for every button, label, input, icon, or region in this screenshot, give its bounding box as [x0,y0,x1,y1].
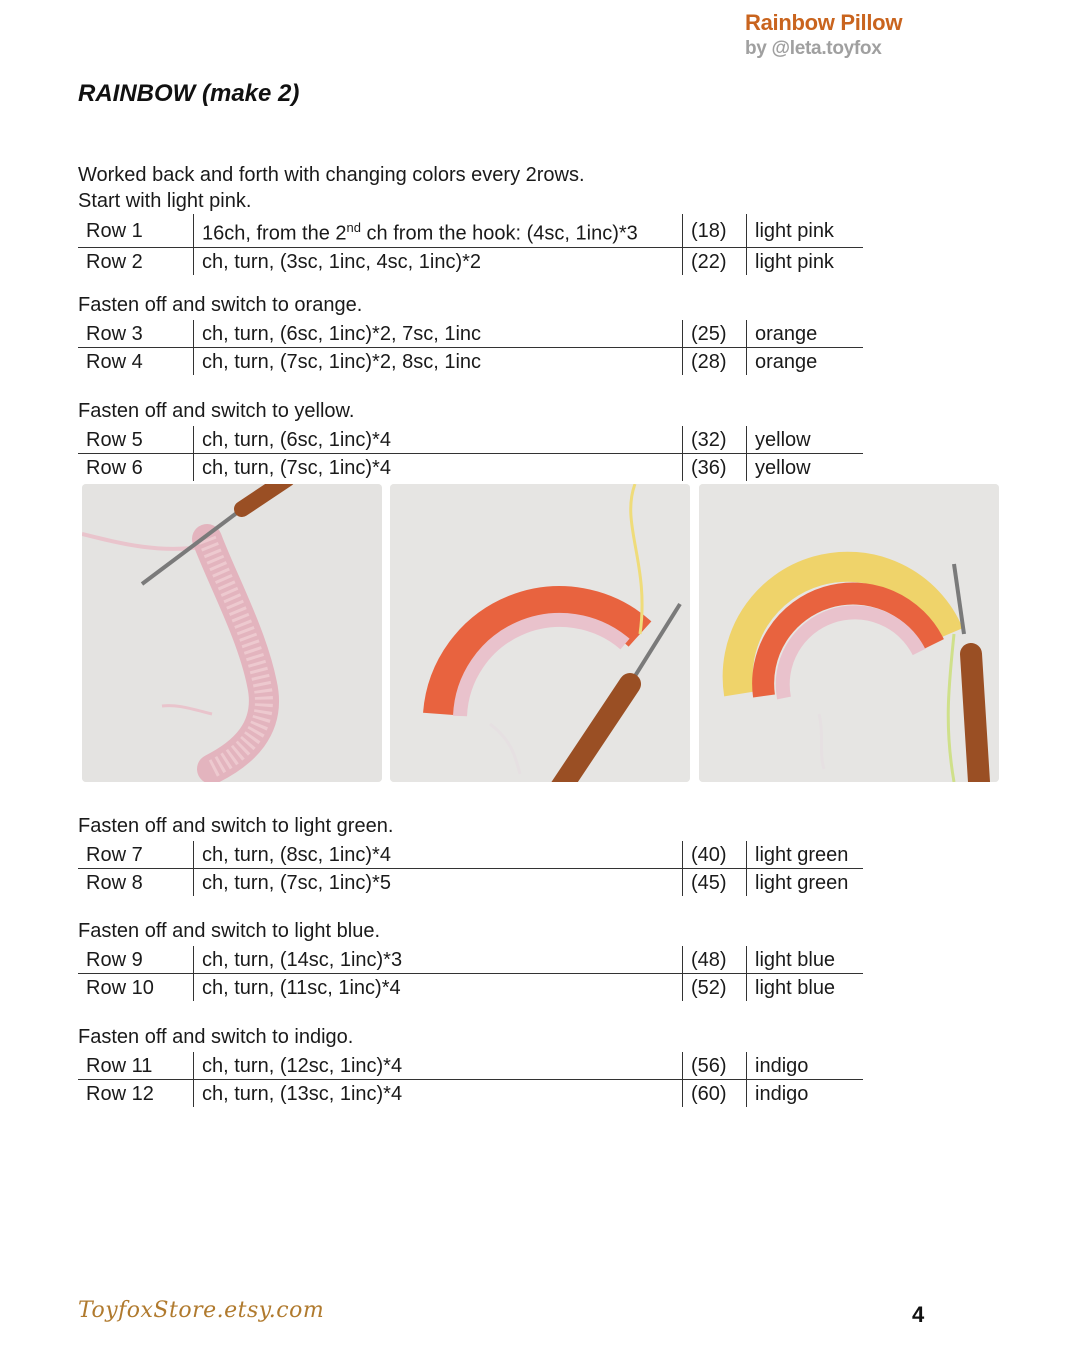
stitch-count: (40) [683,841,747,869]
page-number: 4 [912,1302,925,1327]
table-row [78,946,863,974]
yarn-color: light blue [755,977,836,999]
yarn-color: light pink [755,250,834,273]
row-label: Row 4 [78,348,194,376]
orange-crochet-image [390,484,690,782]
intro-line-2: Start with light pink. [78,190,252,212]
brand-header [745,10,902,60]
stitch-count: (18) [683,214,747,247]
shop-logo: ToyfoxStore.etsy.com [78,1298,325,1323]
rows-table-light-blue [78,946,863,1001]
stitch-count: (60) [683,1080,747,1108]
row-instructions-part: ch from the hook: (4sc, 1inc)*3 [361,222,638,245]
table-row [78,1052,863,1080]
stitch-count: (52) [683,974,747,1002]
rows-table-orange [78,320,863,375]
superscript: nd [346,220,361,235]
stitch-count: (28) [683,348,747,376]
photo-light-pink-rows [82,484,382,782]
stitch-count: (45) [683,869,747,897]
table-row [78,348,863,376]
yarn-color: indigo [755,1083,809,1105]
yarn-color: yellow [755,457,811,479]
row-label: Row 9 [78,946,194,974]
rows-table-light-green [78,841,863,896]
row-label: Row 3 [78,320,194,348]
row-label: Row 8 [78,869,194,897]
yarn-color: indigo [747,1052,864,1080]
yarn-color: light pink [747,214,864,247]
photo-orange-rows [390,484,690,782]
intro-text [78,162,585,214]
table-row [78,841,863,869]
section-title: RAINBOW (make 2) [78,80,300,107]
pattern-title: Rainbow Pillow [745,10,903,35]
row-label: Row 11 [78,1052,194,1080]
table-row [78,974,863,1002]
switch-note-yellow: Fasten off and switch to yellow. [78,400,355,422]
stitch-count: (48) [683,946,747,974]
yarn-color: orange [755,351,818,373]
rows-table-indigo [78,1052,863,1107]
intro-line-1: Worked back and forth with changing colors every 2rows. [78,164,585,186]
switch-note-light-blue: Fasten off and switch to light blue. [78,920,381,942]
yarn-color: light green [747,841,864,869]
table-row [78,320,863,348]
row-instructions: ch, turn, (7sc, 1inc)*4 [194,454,683,482]
rows-table-light-pink [78,214,863,275]
switch-note-indigo: Fasten off and switch to indigo. [78,1026,354,1048]
stitch-count: (56) [683,1052,747,1080]
row-label: Row 2 [78,247,194,275]
row-instructions: ch, turn, (6sc, 1inc)*2, 7sc, 1inc [194,320,683,348]
yarn-color: yellow [747,426,864,454]
row-label: Row 1 [78,214,194,247]
row-instructions [194,214,683,247]
row-label: Row 5 [78,426,194,454]
row-instructions: ch, turn, (14sc, 1inc)*3 [194,946,683,974]
yarn-color: orange [747,320,864,348]
table-row [78,1080,863,1108]
stitch-count: (22) [683,247,747,275]
row-instructions-part: 16ch, from the 2 [202,222,347,245]
pattern-author: by @leta.toyfox [745,38,882,59]
row-instructions: ch, turn, (7sc, 1inc)*2, 8sc, 1inc [194,348,683,376]
table-row [78,454,863,482]
row-label: Row 6 [78,454,194,482]
table-row [78,214,863,247]
row-label: Row 7 [78,841,194,869]
pink-crochet-image [82,484,382,782]
row-instructions: ch, turn, (11sc, 1inc)*4 [194,974,683,1002]
stitch-count: (25) [683,320,747,348]
rows-table-yellow [78,426,863,481]
row-instructions: ch, turn, (6sc, 1inc)*4 [194,426,683,454]
photo-yellow-rows [699,484,999,782]
stitch-count: (36) [683,454,747,482]
table-row [78,426,863,454]
table-row [78,869,863,897]
row-label: Row 10 [78,974,194,1002]
row-instructions: ch, turn, (13sc, 1inc)*4 [194,1080,683,1108]
row-instructions: ch, turn, (8sc, 1inc)*4 [194,841,683,869]
row-instructions: ch, turn, (12sc, 1inc)*4 [194,1052,683,1080]
switch-note-light-green: Fasten off and switch to light green. [78,815,394,837]
row-label: Row 12 [78,1080,194,1108]
switch-note-orange: Fasten off and switch to orange. [78,294,363,316]
progress-photos [82,484,998,784]
yarn-color: light green [755,872,849,894]
stitch-count: (32) [683,426,747,454]
row-instructions: ch, turn, (3sc, 1inc, 4sc, 1inc)*2 [194,247,683,275]
table-row [78,247,863,275]
yarn-color: light blue [747,946,864,974]
yellow-crochet-image [699,484,999,782]
row-instructions: ch, turn, (7sc, 1inc)*5 [194,869,683,897]
